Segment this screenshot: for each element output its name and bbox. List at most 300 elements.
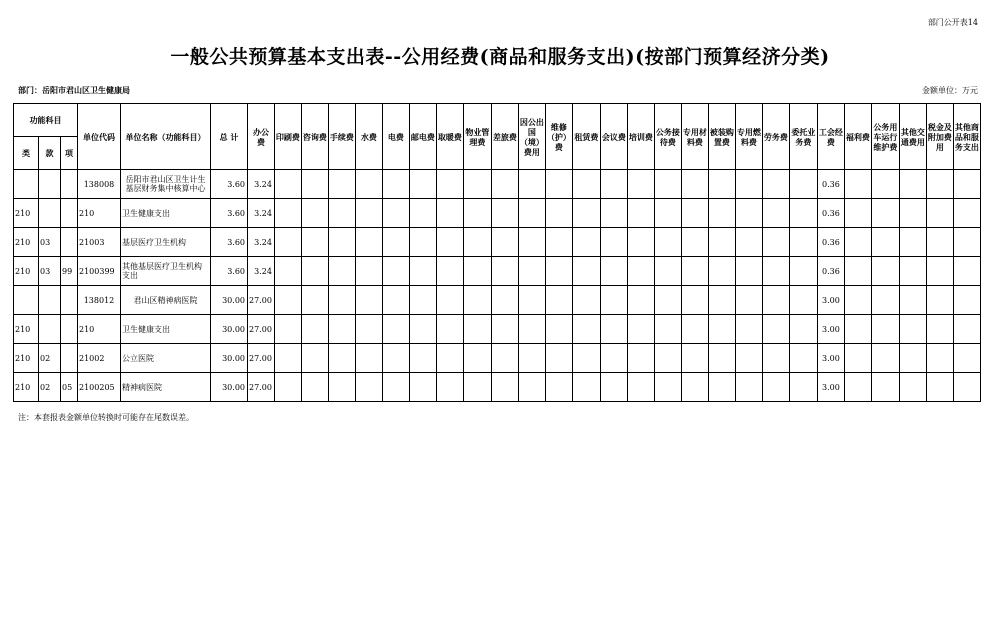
cell-lei: 210 — [14, 199, 39, 228]
cell-empty — [735, 315, 762, 344]
cell-total: 30.00 — [211, 286, 248, 315]
cell-code: 2100399 — [78, 257, 121, 286]
cell-total: 30.00 — [211, 344, 248, 373]
cell-xiang — [61, 315, 78, 344]
cell-empty — [301, 373, 328, 402]
cell-empty — [899, 228, 926, 257]
cell-empty — [654, 170, 681, 199]
cell-empty — [844, 199, 871, 228]
cell-empty — [654, 373, 681, 402]
cell-empty — [844, 286, 871, 315]
table-row — [14, 228, 981, 257]
cell-empty — [463, 286, 491, 315]
consulting-fee-header: 咨询费 — [301, 104, 328, 170]
cell-union: 3.00 — [817, 373, 844, 402]
amount-unit-label: 金额单位：万元 — [922, 86, 978, 95]
cell-empty — [654, 286, 681, 315]
cell-empty — [926, 344, 953, 373]
cell-empty — [328, 286, 355, 315]
cell-empty — [545, 228, 572, 257]
cell-empty — [572, 199, 600, 228]
vehicle-fee-header: 公务用车运行维护费 — [871, 104, 899, 170]
cell-empty — [708, 257, 735, 286]
cell-empty — [953, 315, 980, 344]
cell-empty — [572, 170, 600, 199]
cell-empty — [654, 199, 681, 228]
electricity-fee-header: 电费 — [382, 104, 409, 170]
cell-empty — [708, 315, 735, 344]
cell-empty — [953, 344, 980, 373]
meeting-fee-header: 会议费 — [600, 104, 627, 170]
cell-office: 3.24 — [248, 228, 275, 257]
cell-empty — [274, 373, 301, 402]
cell-name: 君山区精神病医院 — [121, 286, 211, 315]
cell-empty — [735, 170, 762, 199]
cell-empty — [844, 344, 871, 373]
cell-empty — [572, 257, 600, 286]
cell-empty — [518, 257, 545, 286]
cell-empty — [844, 373, 871, 402]
cell-empty — [491, 257, 518, 286]
cell-empty — [654, 228, 681, 257]
table-row — [14, 257, 981, 286]
cell-empty — [463, 373, 491, 402]
footnote: 注：本套报表金额单位转换时可能存在尾数误差。 — [18, 413, 194, 422]
cell-name: 公立医院 — [121, 344, 211, 373]
cell-empty — [274, 228, 301, 257]
cell-office: 27.00 — [248, 344, 275, 373]
cell-lei — [14, 170, 39, 199]
cell-union: 0.36 — [817, 199, 844, 228]
cell-empty — [355, 228, 382, 257]
cell-office: 3.24 — [248, 257, 275, 286]
cell-empty — [301, 315, 328, 344]
cell-xiang — [61, 170, 78, 199]
travel-fee-header: 差旅费 — [491, 104, 518, 170]
cell-empty — [409, 344, 436, 373]
cell-empty — [491, 199, 518, 228]
cell-empty — [463, 344, 491, 373]
cell-xiang: 05 — [61, 373, 78, 402]
cell-empty — [627, 286, 654, 315]
cell-empty — [436, 344, 463, 373]
other-fee-header: 其他商品和服务支出 — [953, 104, 980, 170]
table-row — [14, 170, 981, 199]
cell-total: 30.00 — [211, 315, 248, 344]
cell-empty — [301, 344, 328, 373]
welfare-fee-header: 福利费 — [844, 104, 871, 170]
cell-empty — [491, 228, 518, 257]
cell-empty — [789, 373, 817, 402]
cell-empty — [871, 228, 899, 257]
cell-empty — [789, 199, 817, 228]
cell-empty — [545, 199, 572, 228]
cell-empty — [871, 373, 899, 402]
cell-empty — [926, 228, 953, 257]
cell-empty — [409, 170, 436, 199]
kuan-header: 款 — [39, 137, 61, 170]
cell-empty — [681, 315, 708, 344]
cell-empty — [681, 199, 708, 228]
cell-empty — [899, 373, 926, 402]
property-fee-header: 物业管理费 — [463, 104, 491, 170]
cell-empty — [789, 228, 817, 257]
table-row — [14, 373, 981, 402]
office-fee-header: 办公费 — [248, 104, 275, 170]
cell-empty — [518, 344, 545, 373]
cell-empty — [463, 228, 491, 257]
cell-empty — [926, 257, 953, 286]
cell-empty — [355, 344, 382, 373]
cell-empty — [681, 228, 708, 257]
cell-empty — [328, 199, 355, 228]
cell-empty — [627, 199, 654, 228]
handling-fee-header: 手续费 — [328, 104, 355, 170]
cell-empty — [844, 257, 871, 286]
cell-empty — [600, 199, 627, 228]
cell-empty — [708, 228, 735, 257]
printing-fee-header: 印刷费 — [274, 104, 301, 170]
heating-fee-header: 取暖费 — [436, 104, 463, 170]
cell-office: 27.00 — [248, 315, 275, 344]
cell-empty — [328, 373, 355, 402]
cell-empty — [301, 199, 328, 228]
cell-lei: 210 — [14, 373, 39, 402]
cell-empty — [600, 286, 627, 315]
cell-empty — [735, 344, 762, 373]
cell-empty — [953, 257, 980, 286]
cell-empty — [463, 257, 491, 286]
abroad-fee-header: 因公出国（境）费用 — [518, 104, 545, 170]
cell-code: 21003 — [78, 228, 121, 257]
cell-empty — [274, 257, 301, 286]
cell-empty — [436, 257, 463, 286]
cell-empty — [708, 344, 735, 373]
cell-empty — [301, 228, 328, 257]
cell-empty — [762, 228, 789, 257]
cell-lei: 210 — [14, 228, 39, 257]
cell-empty — [274, 170, 301, 199]
cell-empty — [762, 199, 789, 228]
cell-union: 0.36 — [817, 228, 844, 257]
cell-name: 其他基层医疗卫生机构支出 — [121, 257, 211, 286]
cell-empty — [491, 315, 518, 344]
postal-fee-header: 邮电费 — [409, 104, 436, 170]
cell-empty — [518, 373, 545, 402]
cell-empty — [926, 373, 953, 402]
cell-empty — [953, 199, 980, 228]
cell-empty — [926, 170, 953, 199]
commission-fee-header: 委托业务费 — [789, 104, 817, 170]
cell-empty — [681, 344, 708, 373]
cell-empty — [301, 170, 328, 199]
cell-empty — [789, 315, 817, 344]
cell-empty — [600, 373, 627, 402]
cell-empty — [654, 257, 681, 286]
cell-empty — [789, 286, 817, 315]
cell-empty — [436, 199, 463, 228]
cell-kuan — [39, 199, 61, 228]
cell-empty — [409, 373, 436, 402]
material-fee-header: 专用材料费 — [681, 104, 708, 170]
cell-empty — [600, 170, 627, 199]
cell-empty — [953, 170, 980, 199]
tax-fee-header: 税金及附加费用 — [926, 104, 953, 170]
cell-empty — [871, 344, 899, 373]
cell-empty — [844, 315, 871, 344]
cell-empty — [708, 373, 735, 402]
cell-office: 3.24 — [248, 199, 275, 228]
cell-empty — [899, 257, 926, 286]
cell-lei: 210 — [14, 344, 39, 373]
cell-lei: 210 — [14, 315, 39, 344]
cell-empty — [328, 228, 355, 257]
cell-empty — [762, 257, 789, 286]
cell-code: 138008 — [78, 170, 121, 199]
cell-empty — [871, 199, 899, 228]
cell-empty — [545, 344, 572, 373]
cell-empty — [436, 170, 463, 199]
cell-empty — [382, 257, 409, 286]
cell-code: 2100205 — [78, 373, 121, 402]
cell-name: 岳阳市君山区卫生计生基层财务集中核算中心 — [121, 170, 211, 199]
cell-empty — [463, 315, 491, 344]
cell-empty — [436, 315, 463, 344]
rental-fee-header: 租赁费 — [572, 104, 600, 170]
cell-empty — [953, 228, 980, 257]
cell-empty — [355, 199, 382, 228]
cell-code: 138012 — [78, 286, 121, 315]
water-fee-header: 水费 — [355, 104, 382, 170]
page-title: 一般公共预算基本支出表--公用经费(商品和服务支出)(按部门预算经济分类) — [170, 46, 830, 68]
cell-lei: 210 — [14, 257, 39, 286]
cell-empty — [328, 257, 355, 286]
cell-empty — [735, 286, 762, 315]
cell-empty — [899, 170, 926, 199]
cell-empty — [627, 373, 654, 402]
cell-empty — [328, 344, 355, 373]
cell-empty — [789, 257, 817, 286]
cell-empty — [871, 170, 899, 199]
cell-empty — [382, 286, 409, 315]
cell-empty — [708, 286, 735, 315]
cell-empty — [301, 286, 328, 315]
cell-empty — [409, 286, 436, 315]
cell-empty — [681, 286, 708, 315]
cell-office: 27.00 — [248, 373, 275, 402]
cell-empty — [844, 170, 871, 199]
cell-empty — [545, 286, 572, 315]
cell-empty — [328, 315, 355, 344]
cell-empty — [409, 228, 436, 257]
cell-xiang — [61, 199, 78, 228]
cell-empty — [274, 315, 301, 344]
cell-empty — [762, 286, 789, 315]
cell-empty — [545, 373, 572, 402]
cell-empty — [382, 228, 409, 257]
cell-empty — [518, 228, 545, 257]
cell-empty — [382, 315, 409, 344]
cell-empty — [953, 286, 980, 315]
cell-kuan: 02 — [39, 344, 61, 373]
cell-empty — [899, 344, 926, 373]
cell-empty — [681, 170, 708, 199]
cell-union: 0.36 — [817, 170, 844, 199]
expense-table — [13, 103, 981, 402]
cell-empty — [436, 286, 463, 315]
cell-lei — [14, 286, 39, 315]
cell-empty — [572, 315, 600, 344]
cell-code: 210 — [78, 315, 121, 344]
cell-kuan: 02 — [39, 373, 61, 402]
cell-empty — [871, 257, 899, 286]
cell-kuan — [39, 286, 61, 315]
cell-empty — [355, 315, 382, 344]
cell-empty — [355, 286, 382, 315]
cell-empty — [844, 228, 871, 257]
cell-empty — [871, 315, 899, 344]
cell-empty — [274, 286, 301, 315]
cell-xiang — [61, 344, 78, 373]
cell-empty — [518, 315, 545, 344]
cell-empty — [328, 170, 355, 199]
cell-empty — [491, 344, 518, 373]
cell-empty — [409, 199, 436, 228]
cell-empty — [681, 257, 708, 286]
cell-xiang: 99 — [61, 257, 78, 286]
cell-empty — [654, 344, 681, 373]
table-row — [14, 199, 981, 228]
cell-empty — [463, 199, 491, 228]
cell-empty — [600, 257, 627, 286]
cell-empty — [545, 170, 572, 199]
unit-name-header: 单位名称（功能科目） — [121, 104, 211, 170]
total-header: 总 计 — [211, 104, 248, 170]
cell-empty — [735, 228, 762, 257]
training-fee-header: 培训费 — [627, 104, 654, 170]
cell-office: 3.24 — [248, 170, 275, 199]
cell-empty — [355, 170, 382, 199]
cell-empty — [899, 199, 926, 228]
table-row — [14, 344, 981, 373]
cell-empty — [762, 373, 789, 402]
cell-empty — [681, 373, 708, 402]
cell-xiang — [61, 286, 78, 315]
cell-empty — [735, 257, 762, 286]
cell-union: 0.36 — [817, 257, 844, 286]
cell-total: 3.60 — [211, 170, 248, 199]
cell-empty — [491, 170, 518, 199]
cell-union: 3.00 — [817, 344, 844, 373]
cell-union: 3.00 — [817, 286, 844, 315]
cell-empty — [382, 344, 409, 373]
cell-empty — [600, 344, 627, 373]
cell-empty — [409, 315, 436, 344]
cell-name: 卫生健康支出 — [121, 199, 211, 228]
cell-empty — [926, 286, 953, 315]
cell-empty — [436, 373, 463, 402]
cell-empty — [600, 228, 627, 257]
union-fee-header: 工会经费 — [817, 104, 844, 170]
cell-name: 卫生健康支出 — [121, 315, 211, 344]
cell-total: 3.60 — [211, 228, 248, 257]
cell-empty — [355, 257, 382, 286]
cell-empty — [627, 228, 654, 257]
cell-total: 3.60 — [211, 199, 248, 228]
cell-empty — [436, 228, 463, 257]
cell-empty — [274, 199, 301, 228]
cell-empty — [627, 257, 654, 286]
cell-empty — [627, 315, 654, 344]
transport-fee-header: 其他交通费用 — [899, 104, 926, 170]
lei-header: 类 — [14, 137, 39, 170]
cell-empty — [355, 373, 382, 402]
cell-empty — [301, 257, 328, 286]
uniform-fee-header: 被装购置费 — [708, 104, 735, 170]
unit-code-header: 单位代码 — [78, 104, 121, 170]
cell-empty — [572, 228, 600, 257]
xiang-header: 项 — [61, 137, 78, 170]
cell-union: 3.00 — [817, 315, 844, 344]
cell-empty — [762, 344, 789, 373]
cell-code: 210 — [78, 199, 121, 228]
cell-kuan — [39, 315, 61, 344]
cell-name: 基层医疗卫生机构 — [121, 228, 211, 257]
cell-empty — [545, 257, 572, 286]
cell-empty — [654, 315, 681, 344]
fuel-fee-header: 专用燃料费 — [735, 104, 762, 170]
cell-empty — [274, 344, 301, 373]
cell-empty — [926, 315, 953, 344]
cell-code: 21002 — [78, 344, 121, 373]
cell-total: 3.60 — [211, 257, 248, 286]
cell-xiang — [61, 228, 78, 257]
func-subject-header: 功能科目 — [14, 104, 78, 137]
labor-fee-header: 劳务费 — [762, 104, 789, 170]
cell-empty — [382, 199, 409, 228]
cell-empty — [600, 315, 627, 344]
table-row — [14, 315, 981, 344]
cell-empty — [572, 373, 600, 402]
cell-empty — [518, 170, 545, 199]
cell-empty — [789, 344, 817, 373]
table-row — [14, 286, 981, 315]
cell-empty — [627, 170, 654, 199]
cell-empty — [953, 373, 980, 402]
cell-office: 27.00 — [248, 286, 275, 315]
cell-total: 30.00 — [211, 373, 248, 402]
cell-empty — [735, 199, 762, 228]
cell-empty — [545, 315, 572, 344]
cell-empty — [789, 170, 817, 199]
cell-empty — [762, 170, 789, 199]
cell-empty — [926, 199, 953, 228]
cell-empty — [518, 286, 545, 315]
cell-empty — [708, 199, 735, 228]
cell-empty — [382, 170, 409, 199]
cell-name: 精神病医院 — [121, 373, 211, 402]
reception-fee-header: 公务接待费 — [654, 104, 681, 170]
cell-kuan: 03 — [39, 257, 61, 286]
cell-kuan — [39, 170, 61, 199]
cell-empty — [382, 373, 409, 402]
cell-empty — [708, 170, 735, 199]
cell-empty — [762, 315, 789, 344]
cell-empty — [899, 315, 926, 344]
cell-empty — [409, 257, 436, 286]
cell-kuan: 03 — [39, 228, 61, 257]
cell-empty — [572, 344, 600, 373]
